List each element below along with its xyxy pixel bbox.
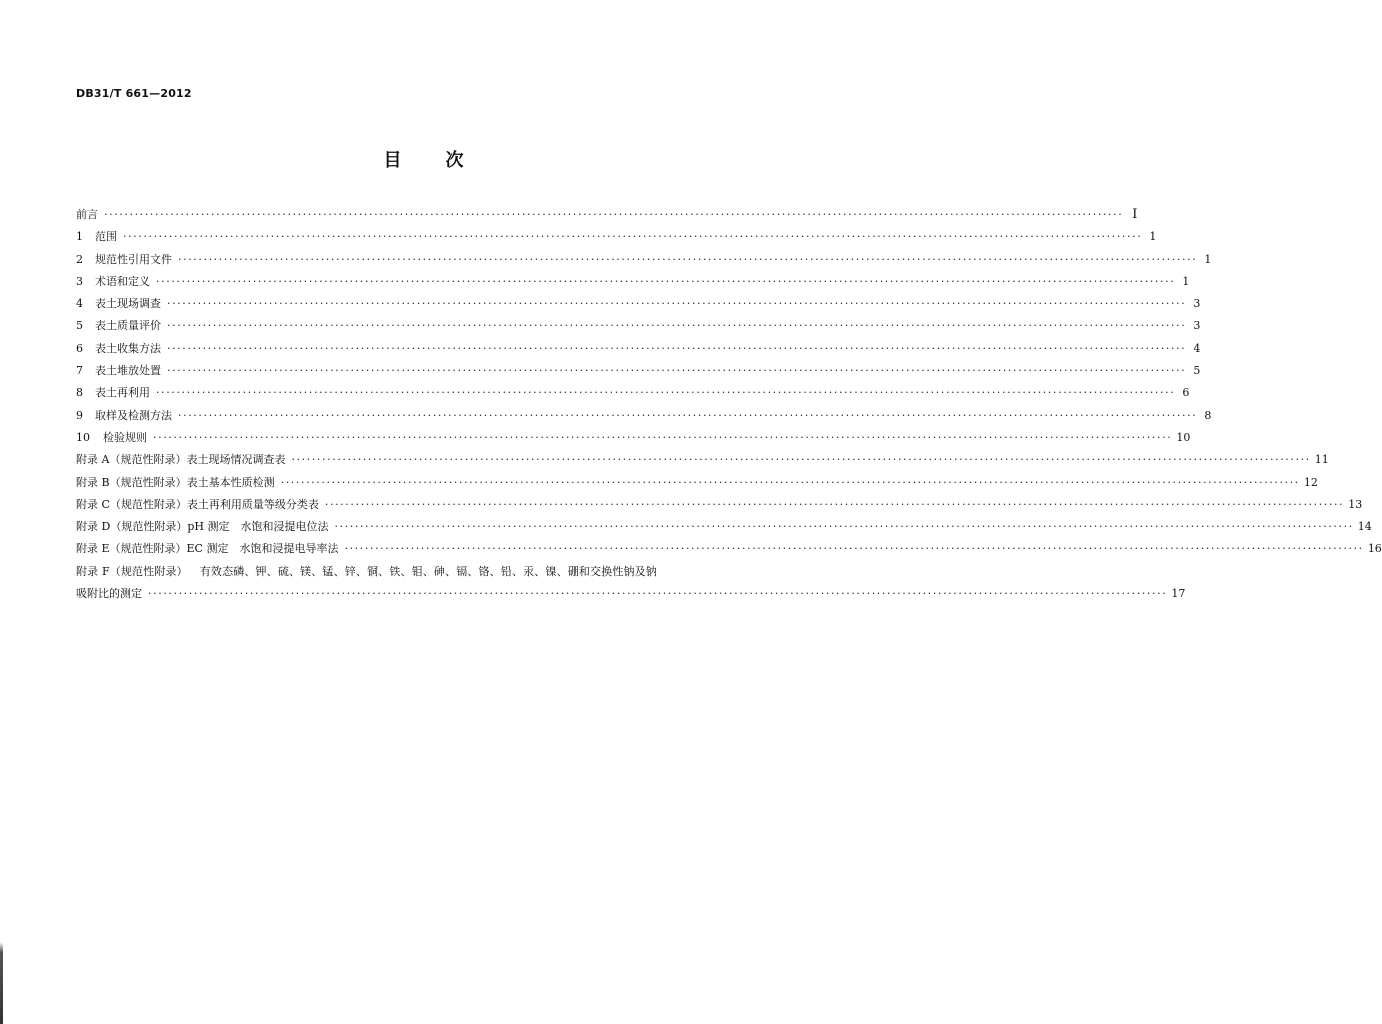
dot-leader: ········································································································································································································ [104, 208, 1124, 221]
dot-leader: ········································································································································································································ [178, 252, 1198, 266]
toc-entry-title: 表土基本性质检测 [186, 475, 275, 489]
toc-entry-foreword[interactable] [76, 204, 1138, 226]
toc-entry-page: 8 [1204, 408, 1212, 422]
appendix-label: 附录 D（规范性附录） [76, 520, 188, 534]
appendix-label: 附录 C（规范性附录） [76, 497, 187, 511]
toc-entry-title: 表土现场调查 [95, 297, 161, 311]
toc-entry-2[interactable] [76, 249, 1212, 271]
toc-entry-title: EC 测定 水饱和浸提电导率法 [186, 542, 339, 556]
dot-leader: ········································································································································································································ [167, 297, 1187, 311]
document-code: DB31/T 661—2012 [76, 87, 192, 100]
toc-entry-number: 9 [76, 408, 83, 422]
dot-leader: ········································································································································································································ [178, 408, 1198, 422]
toc-entry-number: 3 [76, 274, 83, 288]
dot-leader: ········································································································································································································ [291, 453, 1311, 467]
toc-entry-10[interactable] [76, 427, 1191, 449]
toc-entry-title: 表土收集方法 [95, 341, 161, 355]
toc-entry-number: 7 [76, 364, 83, 378]
toc-entry-number: 5 [76, 319, 83, 333]
toc-entry-number: 6 [76, 341, 83, 355]
toc-entry-page: 14 [1357, 520, 1372, 534]
dot-leader: ········································································································································································································ [153, 430, 1173, 444]
appendix-label: 附录 A（规范性附录） [76, 453, 187, 467]
toc-entry-page: 5 [1193, 364, 1201, 378]
toc-entry-page: 17 [1171, 587, 1186, 601]
appendix-label: 附录 E（规范性附录） [76, 542, 187, 556]
dot-leader: ········································································································································································································ [148, 587, 1168, 601]
page-title-char-1: 目 [383, 150, 402, 171]
toc-entry-page: 12 [1303, 475, 1318, 489]
toc-entry-appendix-e[interactable] [76, 538, 1382, 560]
toc-entry-8[interactable] [76, 382, 1190, 404]
toc-entry-6[interactable] [76, 338, 1201, 360]
toc-entry-page: 3 [1193, 297, 1201, 311]
toc-entry-appendix-c[interactable] [76, 494, 1363, 516]
toc-entry-title: 表土堆放处置 [95, 364, 161, 378]
dot-leader: ········································································································································································································ [156, 386, 1176, 400]
toc-entry-appendix-f[interactable] [76, 561, 1186, 606]
toc-entry-title: 规范性引用文件 [95, 252, 172, 266]
toc-entry-page: 10 [1176, 430, 1191, 444]
scan-edge [0, 0, 3, 1024]
toc-entry-page: 3 [1193, 319, 1201, 333]
appendix-f-line-1 [76, 561, 657, 583]
toc-entry-5[interactable] [76, 315, 1201, 337]
toc-entry-title: 表土再利用质量等级分类表 [186, 497, 319, 511]
page-title-char-2: 次 [445, 150, 464, 171]
toc-entry-4[interactable] [76, 293, 1201, 315]
toc-entry-page: 6 [1182, 386, 1190, 400]
toc-entry-title: 表土现场情况调查表 [186, 453, 286, 467]
toc-entry-number: 4 [76, 297, 83, 311]
toc-entry-page: 16 [1367, 542, 1382, 556]
toc-entry-title: 有效态磷、钾、硫、镁、锰、锌、铜、铁、钼、砷、镉、铬、铅、汞、镍、硼和交换性钠及钠 [199, 564, 657, 578]
toc-entry-title: 检验规则 [103, 430, 147, 444]
dot-leader: ········································································································································································································ [344, 542, 1364, 556]
toc-entry-9[interactable] [76, 405, 1212, 427]
page-title [28, 146, 819, 172]
appendix-label: 附录 F（规范性附录） [76, 564, 188, 578]
toc-entry-page: 4 [1193, 341, 1201, 355]
appendix-f-line-2 [76, 583, 1186, 605]
toc-entry-title-continued: 吸附比的测定 [76, 587, 142, 601]
toc-entry-title: 表土质量评价 [95, 319, 161, 333]
toc-entry-number: 10 [76, 430, 90, 444]
dot-leader: ········································································································································································································ [167, 341, 1187, 355]
toc-entry-number: 1 [76, 230, 83, 244]
toc-entry-title: 术语和定义 [95, 274, 150, 288]
appendix-label: 附录 B（规范性附录） [76, 475, 187, 489]
dot-leader: ········································································································································································································ [334, 520, 1354, 534]
toc-entry-title: 前言 [76, 208, 98, 221]
toc-entry-title: 范围 [95, 230, 117, 244]
toc-entry-number: 8 [76, 386, 83, 400]
toc-entry-page: I [1132, 207, 1138, 222]
dot-leader: ········································································································································································································ [167, 364, 1187, 378]
toc-entry-page: 13 [1348, 497, 1363, 511]
dot-leader: ········································································································································································································ [123, 230, 1143, 244]
toc-entry-appendix-b[interactable] [76, 472, 1318, 494]
toc-entry-title: 表土再利用 [95, 386, 150, 400]
dot-leader: ········································································································································································································ [156, 274, 1176, 288]
toc-entry-appendix-a[interactable] [76, 449, 1329, 471]
toc-entry-page: 11 [1314, 453, 1329, 467]
dot-leader: ········································································································································································································ [280, 475, 1300, 489]
toc-entry-title: pH 测定 水饱和浸提电位法 [187, 520, 329, 534]
toc-entry-appendix-d[interactable] [76, 516, 1372, 538]
toc-entry-page: 1 [1204, 252, 1212, 266]
table-of-contents [76, 204, 1382, 605]
toc-entry-3[interactable] [76, 271, 1190, 293]
toc-entry-page: 1 [1149, 230, 1157, 244]
toc-entry-title: 取样及检测方法 [95, 408, 172, 422]
toc-entry-7[interactable] [76, 360, 1201, 382]
toc-entry-page: 1 [1182, 274, 1190, 288]
toc-entry-1[interactable] [76, 226, 1157, 248]
dot-leader: ········································································································································································································ [324, 497, 1345, 511]
dot-leader: ········································································································································································································ [167, 319, 1187, 333]
toc-entry-number: 2 [76, 252, 83, 266]
